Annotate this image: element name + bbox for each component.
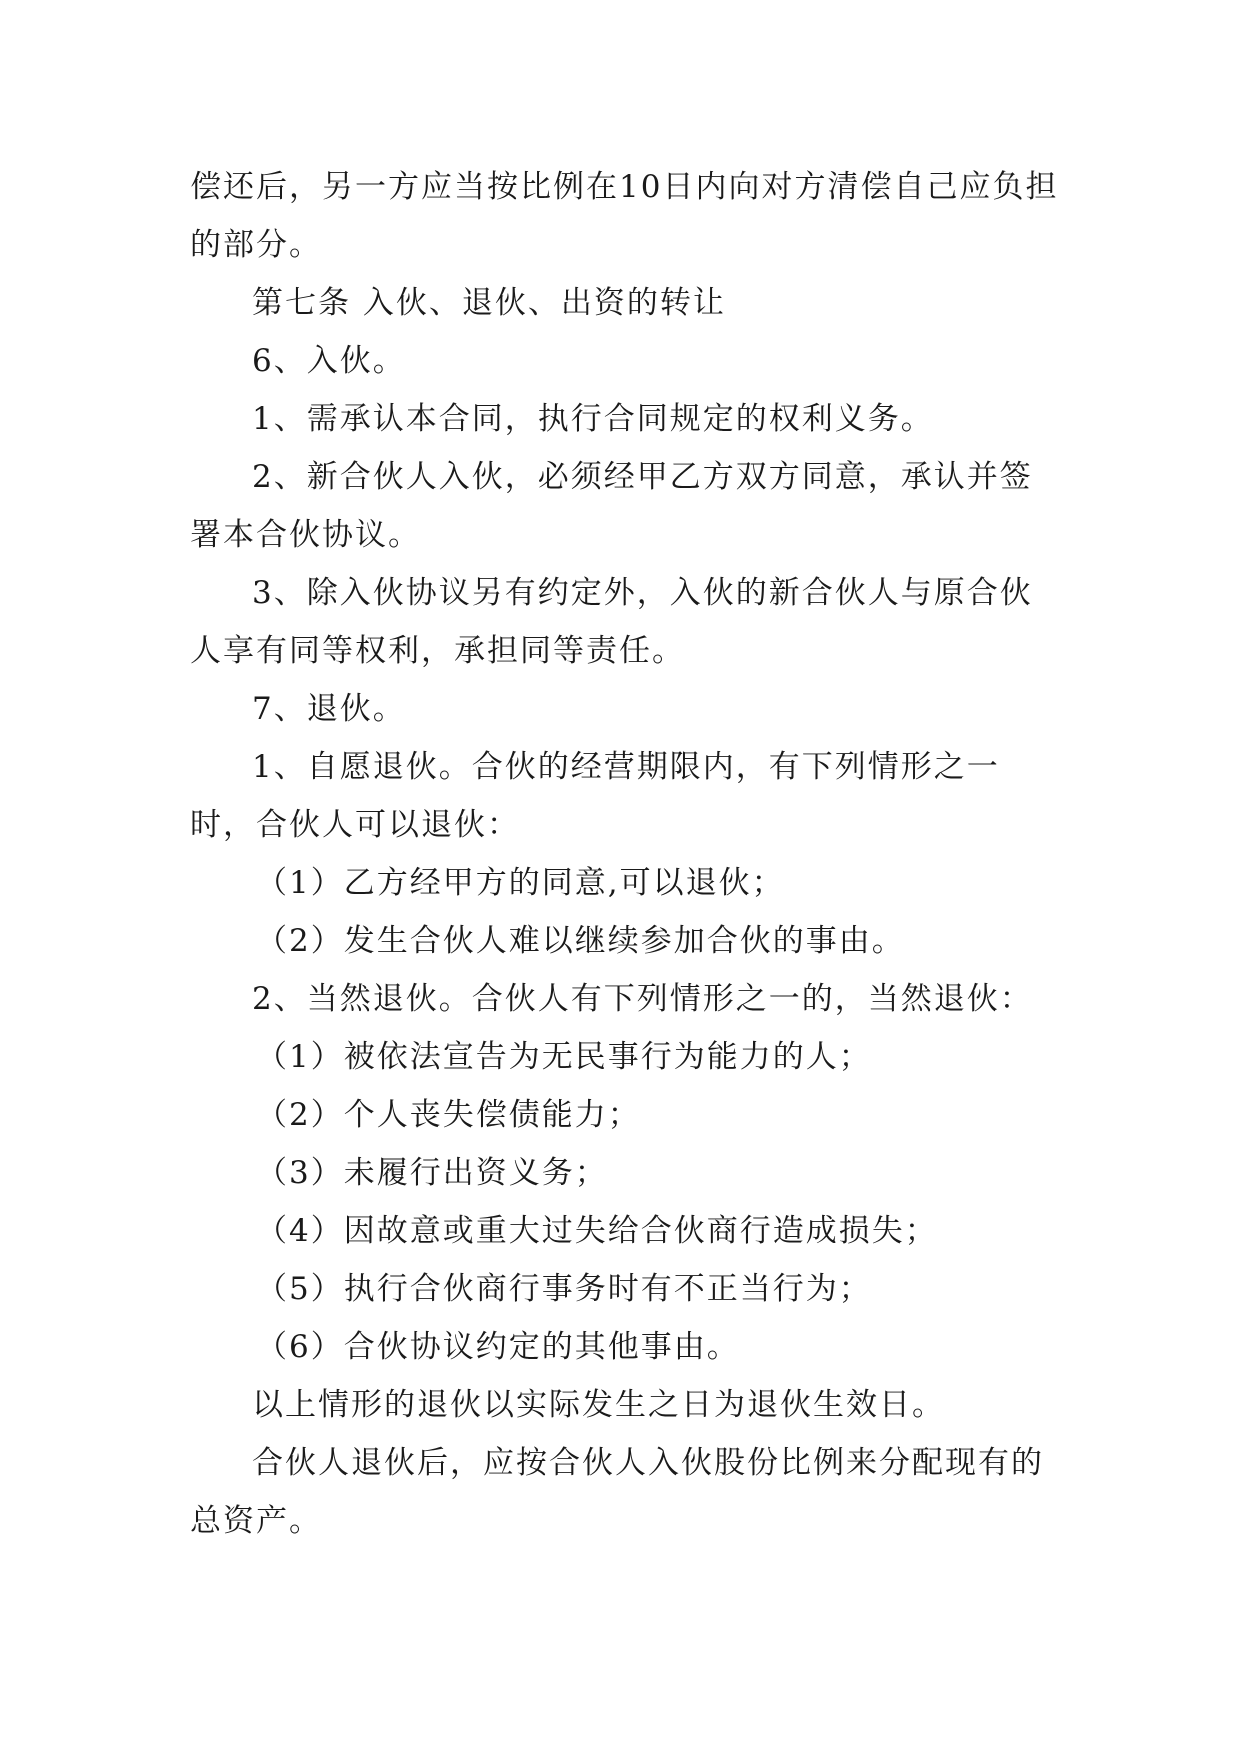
list-item: （6）合伙协议约定的其他事由。 [256,1329,740,1365]
article-heading: 第七条 入伙、退伙、出资的转让 [252,285,726,321]
list-item: （1）被依法宣告为无民事行为能力的人； [256,1039,872,1075]
section-heading-withdrawal: 7、退伙。 [252,691,406,727]
list-item: （4）因故意或重大过失给合伙商行造成损失； [256,1213,938,1249]
paragraph-voluntary-withdrawal: 1、自愿退伙。合伙的经营期限内，有下列情形之一时，合伙人可以退伙： [190,749,1000,843]
paragraph-admission-2: 2、新合伙人入伙，必须经甲乙方双方同意，承认并签署本合伙协议。 [190,459,1033,553]
list-item: （2）发生合伙人难以继续参加合伙的事由。 [256,923,905,959]
list-item: （5）执行合伙商行事务时有不正当行为； [256,1271,872,1307]
paragraph-asset-distribution: 合伙人退伙后，应按合伙人入伙股份比例来分配现有的总资产。 [190,1445,1044,1539]
list-item: （2）个人丧失偿债能力； [256,1097,641,1133]
paragraph-continuation: 偿还后，另一方应当按比例在10日内向对方清偿自己应负担的部分。 [190,169,1059,263]
paragraph-effective-date: 以上情形的退伙以实际发生之日为退伙生效日。 [252,1387,945,1423]
document-body [190,158,1060,1550]
list-item: （1）乙方经甲方的同意,可以退伙； [256,865,785,901]
list-item: （3）未履行出资义务； [256,1155,608,1191]
section-heading-admission: 6、入伙。 [252,343,406,379]
paragraph-automatic-withdrawal: 2、当然退伙。合伙人有下列情形之一的，当然退伙： [252,981,1033,1017]
paragraph-admission-3: 3、除入伙协议另有约定外，入伙的新合伙人与原合伙人享有同等权利，承担同等责任。 [190,575,1033,669]
paragraph-admission-1: 1、需承认本合同，执行合同规定的权利义务。 [252,401,934,437]
